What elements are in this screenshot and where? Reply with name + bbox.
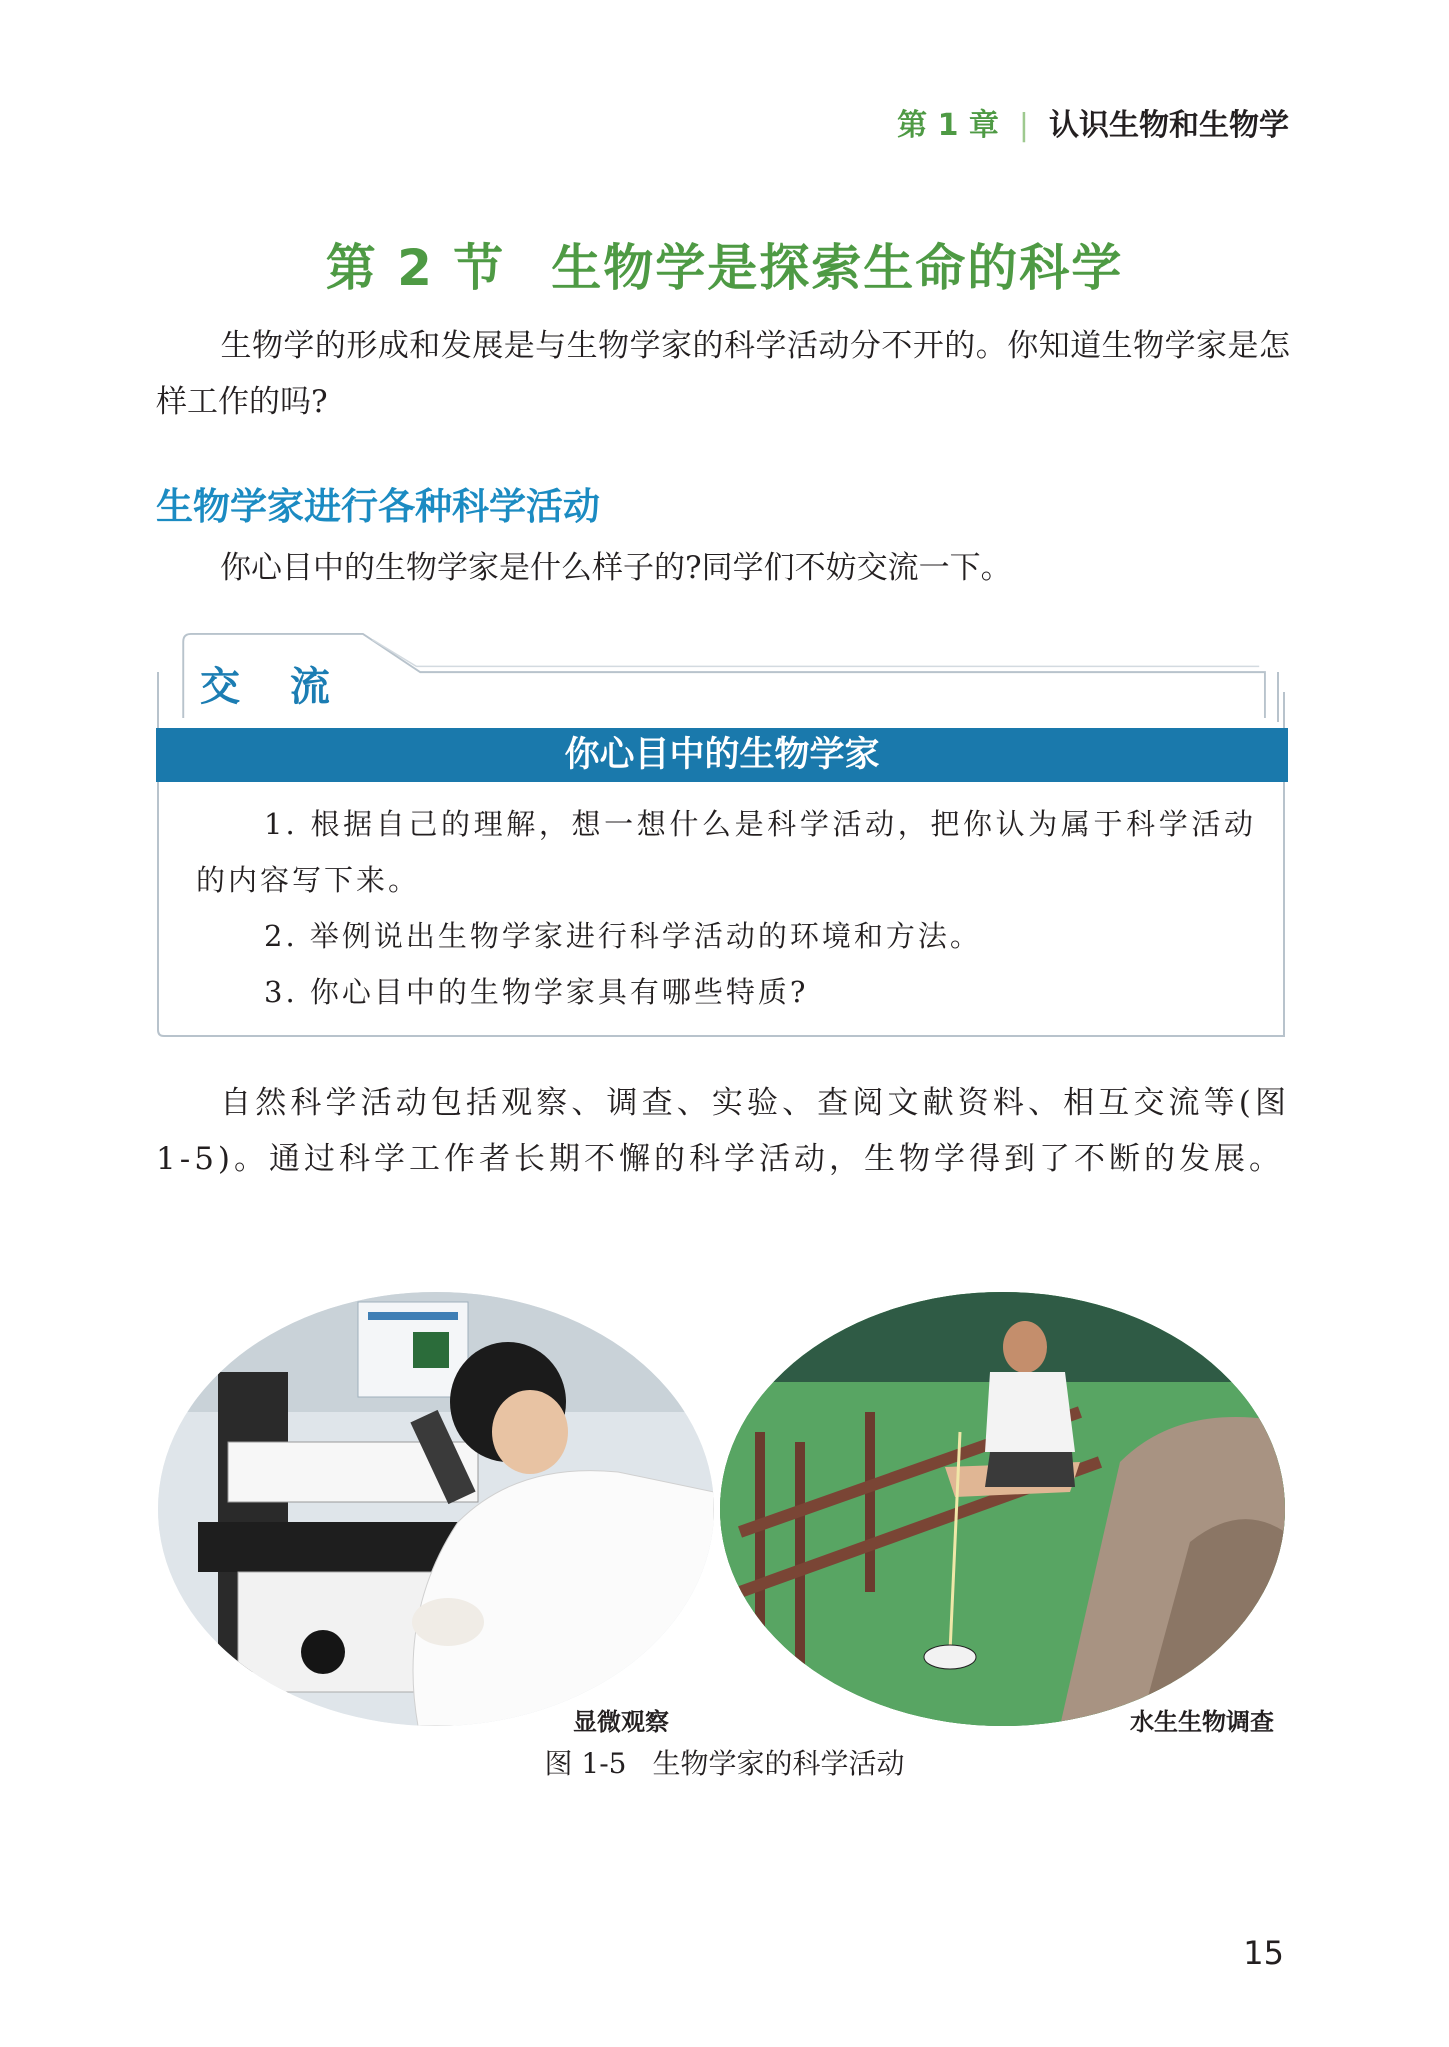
activities-paragraph-text: 自然科学活动包括观察、调查、实验、查阅文献资料、相互交流等(图 1-5)。通过科学工作者长期不懈的科学活动，生物学得到了不断的发展。 <box>156 1085 1290 1177</box>
intro-paragraph <box>156 318 1290 430</box>
page-number: 15 <box>1243 1934 1284 1972</box>
section-number: 第 2 节 <box>325 239 506 297</box>
photo2-caption: 水生生物调查 <box>1130 1708 1274 1736</box>
discussion-item-1: 1. 根据自己的理解，想一想什么是科学活动，把你认为属于科学活动的内容写下来。 <box>196 807 1256 897</box>
discussion-item-3: 3. 你心目中的生物学家具有哪些特质? <box>264 975 809 1009</box>
microscope-photo <box>158 1292 714 1726</box>
discussion-title: 你心目中的生物学家 <box>156 728 1288 782</box>
figure-number: 图 1-5 <box>544 1747 627 1780</box>
discussion-item-2: 2. 举例说出生物学家进行科学活动的环境和方法。 <box>264 919 982 953</box>
activities-paragraph <box>156 1075 1290 1187</box>
prompt-paragraph <box>156 540 1290 596</box>
intro-paragraph-text: 生物学的形成和发展是与生物学家的科学活动分不开的。你知道生物学家是怎样工作的吗? <box>156 328 1290 420</box>
aquatic-survey-photo <box>720 1292 1285 1726</box>
discussion-items <box>196 796 1256 1020</box>
discussion-label: 交 流 <box>200 663 348 710</box>
section-title <box>0 228 1449 300</box>
prompt-paragraph-text: 你心目中的生物学家是什么样子的?同学们不妨交流一下。 <box>220 550 1012 586</box>
header-separator: | <box>1018 108 1029 143</box>
subheading: 生物学家进行各种科学活动 <box>156 485 600 528</box>
section-title-text: 生物学是探索生命的科学 <box>551 239 1124 297</box>
chapter-header <box>897 100 1289 144</box>
chapter-name: 认识生物和生物学 <box>1049 108 1289 143</box>
photo1-caption: 显微观察 <box>573 1708 669 1736</box>
chapter-number: 第 1 章 <box>897 108 999 143</box>
figure-title: 生物学家的科学活动 <box>652 1747 905 1780</box>
figure-caption <box>0 1742 1449 1782</box>
